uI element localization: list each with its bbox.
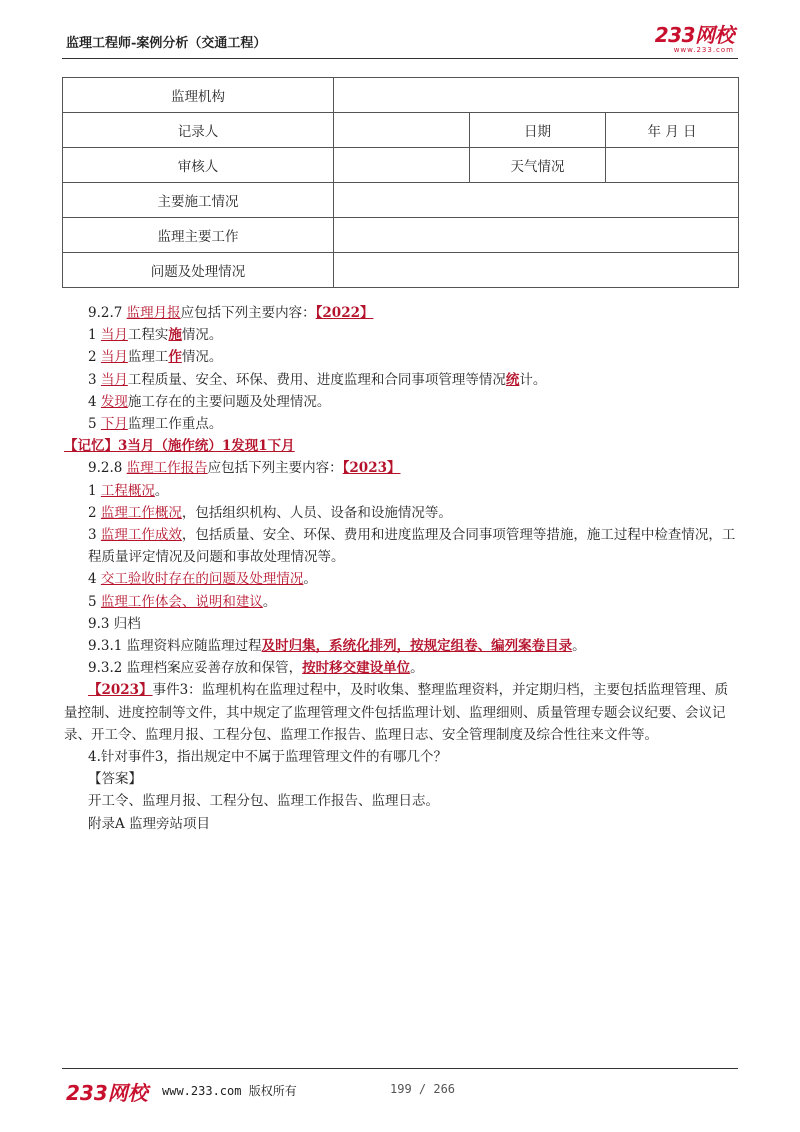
table-row xyxy=(63,148,739,183)
table-row xyxy=(63,253,739,288)
table-cell: 审核人 xyxy=(63,148,334,183)
list-item: 4 交工验收时存在的问题及处理情况。 xyxy=(88,571,317,588)
footer-copyright: www.233.com 版权所有 xyxy=(162,1084,297,1098)
logo-text: 233网校 xyxy=(654,23,734,47)
table-cell xyxy=(334,78,739,113)
table-cell: 主要施工情况 xyxy=(63,183,334,218)
question: 4.针对事件3，指出规定中不属于监理管理文件的有哪几个？ xyxy=(88,749,447,766)
appendix-title: 附录A 监理旁站项目 xyxy=(88,815,211,832)
supervision-log-table xyxy=(62,77,739,288)
paragraph: 9.3.1 监理资料应随监理过程及时归集，系统化排列，按规定组卷、编列案卷目录。 xyxy=(88,638,586,655)
table-cell xyxy=(334,218,739,253)
logo-url: www.233.com xyxy=(673,46,734,54)
list-item: 1 当月工程实施情况。 xyxy=(88,327,223,344)
case-paragraph: 【2023】事件3：监理机构在监理过程中，及时收集、整理监理资料，并定期归档，主要包括监理管理、质量控制、进度控制等文件，其中规定了监理管理文件包括监理计划、监理细则、质量管理专题会议纪要、会议记录、开工令、监理月报、工程分包、监理工作报告、监理日志、安全管理制度及综合性往来文件等。 xyxy=(64,682,729,743)
list-item: 4 发现施工存在的主要问题及处理情况。 xyxy=(88,393,331,410)
list-item: 3 当月工程质量、安全、环保、费用、进度监理和合同事项管理等情况统计。 xyxy=(88,371,547,388)
table-cell: 记录人 xyxy=(63,113,334,148)
table-cell: 天气情况 xyxy=(470,148,606,183)
table-row xyxy=(63,113,739,148)
list-item: 5 下月监理工作重点。 xyxy=(88,416,223,433)
table-cell xyxy=(334,253,739,288)
table-cell: 问题及处理情况 xyxy=(63,253,334,288)
paragraph: 9.3.2 监理档案应妥善存放和保管，按时移交建设单位。 xyxy=(88,660,424,677)
table-row xyxy=(63,218,739,253)
table-cell xyxy=(606,148,739,183)
page-number: 199 / 266 xyxy=(390,1082,456,1096)
list-item: 2 当月监理工作情况。 xyxy=(88,349,223,366)
table-cell xyxy=(334,183,739,218)
list-item: 2 监理工作概况，包括组织机构、人员、设备和设施情况等。 xyxy=(88,504,452,521)
list-item: 5 监理工作体会、说明和建议。 xyxy=(88,593,277,610)
table-row xyxy=(63,183,739,218)
section-heading-928: 9.2.8 监理工作报告应包括下列主要内容：【2023】 xyxy=(88,460,401,477)
table-cell: 监理机构 xyxy=(63,78,334,113)
table-cell xyxy=(334,113,470,148)
footer-logo: 233网校 xyxy=(66,1081,148,1105)
table-cell: 年 月 日 xyxy=(606,113,739,148)
answer-text: 开工令、监理月报、工程分包、监理工作报告、监理日志。 xyxy=(88,793,439,810)
page-footer xyxy=(62,1068,738,1109)
table-row xyxy=(63,78,739,113)
table-cell: 日期 xyxy=(470,113,606,148)
section-heading-93: 9.3 归档 xyxy=(88,615,141,632)
table-cell: 监理主要工作 xyxy=(63,218,334,253)
document-body xyxy=(64,302,738,835)
list-item: 1 工程概况。 xyxy=(88,482,169,499)
list-item: 3 监理工作成效，包括质量、安全、环保、费用和进度监理及合同事项管理等措施，施工过程中检查情况，工程质量评定情况及问题和事故处理情况等。 xyxy=(88,527,736,566)
section-heading-927: 9.2.7 监理月报应包括下列主要内容：【2022】 xyxy=(88,305,374,321)
brand-logo xyxy=(655,24,734,54)
page-header xyxy=(62,24,738,59)
document-title: 监理工程师-案例分析（交通工程） xyxy=(66,36,267,51)
memory-tip: 【记忆】3当月（施作统）1发现1下月 xyxy=(64,438,295,455)
table-cell xyxy=(334,148,470,183)
answer-label: 【答案】 xyxy=(88,771,142,788)
